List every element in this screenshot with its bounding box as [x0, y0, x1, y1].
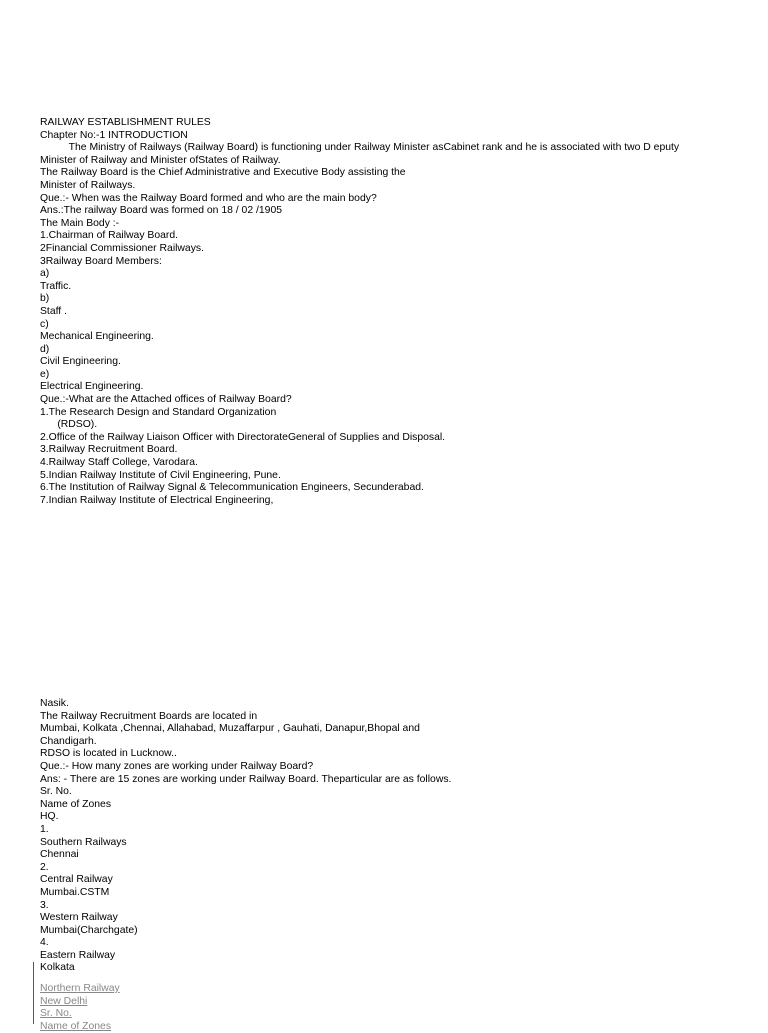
list-item: Mechanical Engineering.	[40, 331, 154, 343]
table-header-cell: Sr. No.	[40, 786, 72, 798]
list-item: 5.Indian Railway Institute of Civil Engineering, Pune.	[40, 469, 281, 481]
list-item: 2.Office of the Railway Liaison Officer with DirectorateGeneral of Supplies and Disposal.	[40, 431, 446, 443]
document-body-bottom	[40, 698, 740, 975]
doc-title: RAILWAY ESTABLISHMENT RULES	[40, 117, 211, 128]
text-line: Nasik.	[40, 698, 69, 709]
faded-link[interactable]: Sr. No.	[40, 1008, 72, 1020]
list-item: 3Railway Board Members:	[40, 255, 162, 267]
list-item: d)	[40, 343, 50, 355]
text-line: Chandigarh.	[40, 735, 97, 747]
text-line: The Railway Board is the Chief Administrative and Executive Body assisting the	[40, 167, 406, 179]
answer-line: Ans: - There are 15 zones are working under Railway Board. Theparticular are as follows.	[40, 773, 452, 785]
table-cell: Kolkata	[40, 962, 75, 974]
list-item: 6.The Institution of Railway Signal & Telecommunication Engineers, Secunderabad.	[40, 482, 424, 494]
list-item: Traffic.	[40, 280, 72, 292]
table-cell: Western Railway	[40, 912, 118, 924]
text-line: Mumbai, Kolkata ,Chennai, Allahabad, Muzaffarpur , Gauhati, Danapur,Bhopal and	[40, 723, 420, 735]
list-item: Electrical Engineering.	[40, 381, 144, 393]
answer-line: Ans.:The railway Board was formed on 18 / 02 /1905	[40, 205, 283, 217]
text-line: The Ministry of Railways (Railway Board) is functioning under Railway Minister asCabinet rank and he is associated with two D eputy	[40, 142, 680, 154]
text-line: The Main Body :-	[40, 217, 120, 229]
text-line: Minister of Railway and Minister ofStates of Railway.	[40, 154, 281, 166]
faded-link[interactable]: Northern Railway	[40, 983, 120, 994]
question-line: Que.:-What are the Attached offices of Railway Board?	[40, 394, 292, 406]
document-body-faded	[40, 983, 740, 1033]
table-cell: 3.	[40, 899, 49, 911]
list-item: (RDSO).	[40, 419, 98, 431]
table-cell: Eastern Railway	[40, 949, 116, 961]
table-header-cell: Name of Zones	[40, 798, 112, 810]
list-item: a)	[40, 268, 50, 280]
table-cell: 2.	[40, 861, 49, 873]
list-item: c)	[40, 318, 49, 330]
list-item: e)	[40, 368, 50, 380]
chapter-heading: Chapter No:-1 INTRODUCTION	[40, 129, 188, 141]
list-item: 3.Railway Recruitment Board.	[40, 444, 178, 456]
table-cell: Mumbai(Charchgate)	[40, 924, 138, 936]
list-item: 1.Chairman of Railway Board.	[40, 230, 179, 242]
list-item: 7.Indian Railway Institute of Electrical Engineering,	[40, 494, 274, 506]
table-cell: Chennai	[40, 849, 79, 861]
text-cursor-bar	[33, 962, 34, 1024]
table-cell: Central Railway	[40, 874, 113, 886]
list-item: Staff .	[40, 305, 67, 317]
list-item: b)	[40, 293, 50, 305]
table-cell: Mumbai.CSTM	[40, 886, 110, 898]
list-item: 1.The Research Design and Standard Organization	[40, 406, 277, 418]
list-item: 2Financial Commissioner Railways.	[40, 242, 204, 254]
question-line: Que.:- When was the Railway Board formed and who are the main body?	[40, 192, 377, 204]
table-cell: Southern Railways	[40, 836, 127, 848]
question-line: Que.:- How many zones are working under Railway Board?	[40, 760, 314, 772]
text-line: The Railway Recruitment Boards are located in	[40, 710, 258, 722]
table-cell: 4.	[40, 937, 49, 949]
list-item: Civil Engineering.	[40, 356, 121, 368]
document-body-top	[40, 117, 740, 507]
table-cell: 1.	[40, 823, 49, 835]
text-line: Minister of Railways.	[40, 179, 136, 191]
text-line: RDSO is located in Lucknow..	[40, 748, 177, 760]
list-item: 4.Railway Staff College, Varodara.	[40, 457, 198, 469]
table-header-cell: HQ.	[40, 811, 59, 823]
faded-link[interactable]: Name of Zones	[40, 1020, 112, 1032]
faded-link[interactable]: New Delhi	[40, 995, 88, 1007]
